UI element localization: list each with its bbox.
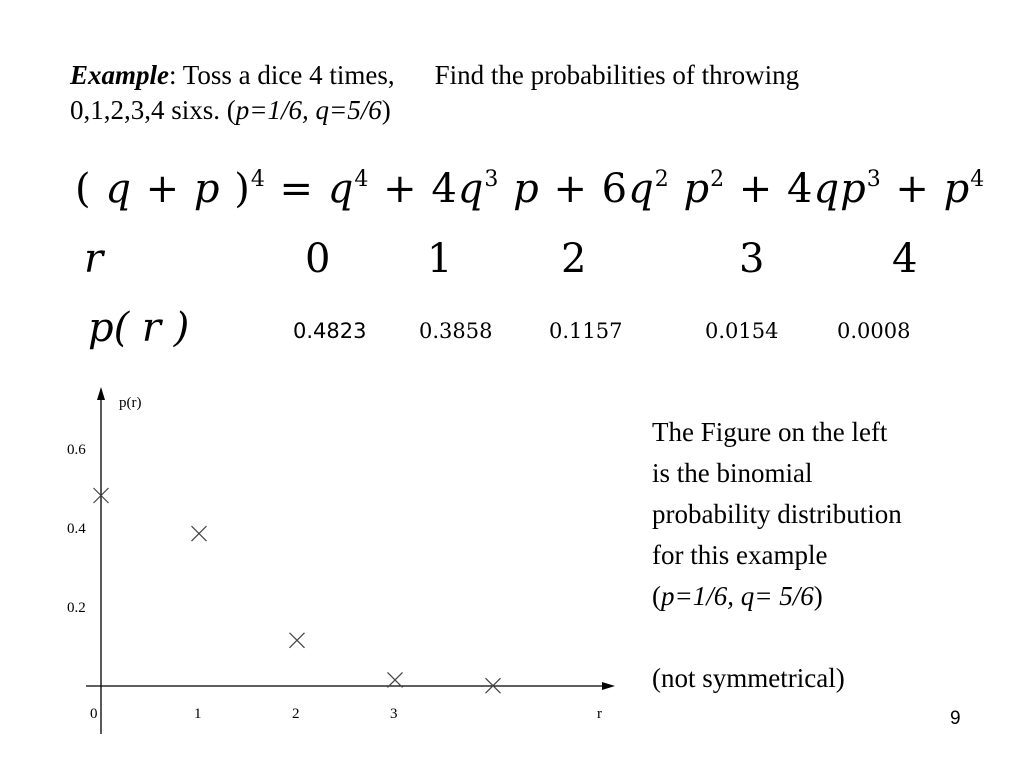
- find-text: Find the probabilities of throwing: [434, 60, 800, 90]
- desc-params: p=1/6, q= 5/6: [661, 581, 814, 611]
- desc-line-4: for this example: [652, 540, 828, 570]
- x-tick-label: 0: [90, 706, 98, 722]
- r-value-2: 2: [561, 236, 587, 282]
- data-point-marker: [192, 526, 207, 541]
- x-axis-arrow: [602, 682, 615, 690]
- term-4-exp: 3: [866, 166, 882, 192]
- y-axis-label: p(r): [119, 395, 142, 411]
- p-value-1: 0.3858: [419, 319, 493, 343]
- coef-4: + 4: [725, 166, 814, 212]
- desc-line-7: (not symmetrical): [652, 663, 845, 693]
- lhs-exponent: 4: [250, 166, 266, 192]
- p-value-3: 0.0154: [705, 319, 779, 343]
- colon: :: [169, 60, 177, 90]
- r-value-4: 4: [892, 236, 918, 282]
- plus-5: +: [881, 166, 944, 212]
- y-axis-arrow: [97, 387, 105, 400]
- lhs-q: q: [105, 166, 132, 212]
- r-value-1: 1: [427, 236, 453, 282]
- coef-2: + 4: [369, 166, 458, 212]
- desc-line-6: [652, 617, 992, 658]
- p-label: p( r ): [88, 305, 190, 351]
- p-value-0: 0.4823: [293, 319, 367, 343]
- term-3b-exp: 2: [710, 166, 726, 192]
- term-2-exp: 3: [484, 166, 500, 192]
- term-2: q: [457, 166, 485, 212]
- equals-sign: =: [265, 166, 328, 212]
- desc-open: (: [652, 581, 661, 611]
- data-point-marker: [388, 672, 403, 687]
- x-axis-label: r: [597, 706, 602, 722]
- term-3b: p: [669, 166, 711, 212]
- r-value-0: 0: [305, 236, 331, 282]
- intro-close: ): [381, 95, 391, 125]
- term-3: q: [628, 166, 655, 212]
- plus-1: +: [131, 166, 194, 212]
- term-3-exp: 2: [654, 166, 670, 192]
- term-5: p: [943, 166, 971, 212]
- desc-line-1: The Figure on the left: [652, 417, 888, 447]
- x-tick-label: 2: [292, 706, 300, 722]
- x-tick-label: 1: [194, 706, 202, 722]
- x-tick-label: 3: [390, 706, 398, 722]
- y-tick-label: 0.6: [67, 442, 86, 458]
- desc-line-3: probability distribution: [652, 499, 902, 529]
- intro-params: p=1/6, q=5/6: [235, 95, 382, 125]
- term-4: qp: [813, 166, 867, 212]
- coef-3: + 6: [539, 166, 629, 212]
- p-value-2: 0.1157: [549, 319, 623, 343]
- data-point-marker: [290, 633, 305, 648]
- term-2b: p: [499, 166, 540, 212]
- lhs-p: p: [193, 166, 221, 212]
- figure-description: [652, 412, 992, 699]
- desc-close: ): [813, 581, 823, 611]
- y-tick-label: 0.4: [67, 521, 86, 537]
- sixes-text: 0,1,2,3,4 sixs. (: [70, 95, 236, 125]
- desc-line-5: [652, 576, 992, 617]
- lhs-close: ): [220, 166, 251, 212]
- page-number: 9: [950, 708, 961, 729]
- toss-text: Toss a dice 4 times,: [176, 60, 395, 90]
- term-5-exp: 4: [970, 166, 986, 192]
- desc-line-2: is the binomial: [652, 458, 813, 488]
- lhs-open: (: [75, 166, 106, 212]
- term-1: q: [327, 166, 355, 212]
- r-value-3: 3: [739, 236, 765, 282]
- term-1-exp: 4: [354, 166, 370, 192]
- example-label: Example: [70, 60, 169, 90]
- p-value-4: 0.0008: [837, 319, 911, 343]
- r-label: r: [84, 236, 104, 282]
- y-tick-label: 0.2: [67, 600, 86, 616]
